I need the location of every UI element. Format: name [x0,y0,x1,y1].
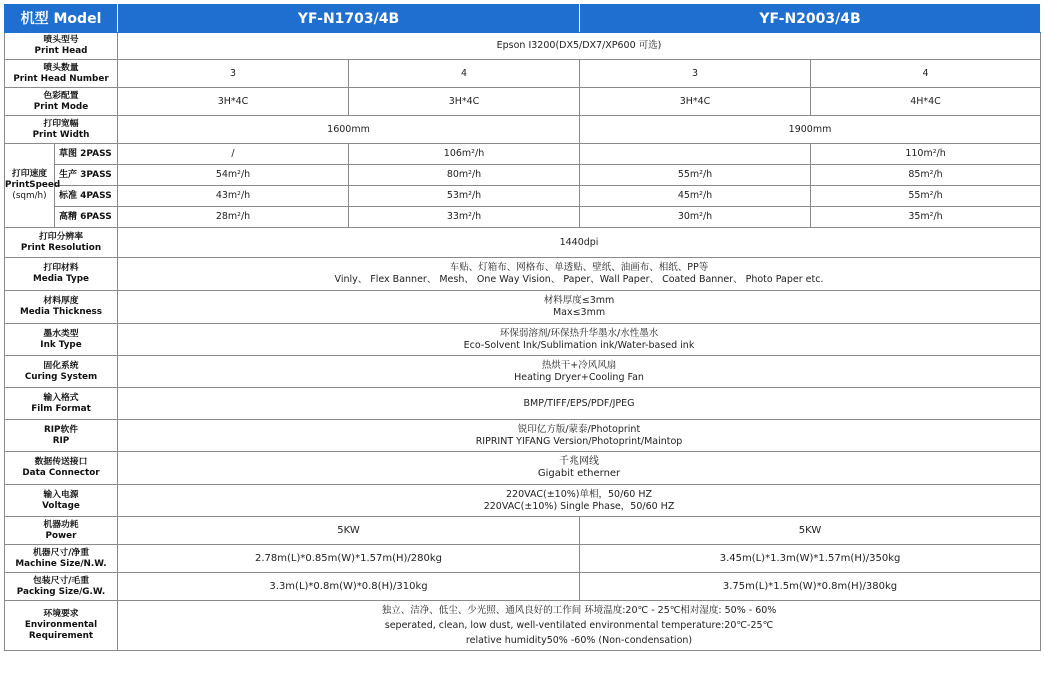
value-machine-size-b: 3.45m(L)*1.3m(W)*1.57m(H)/350kg [580,545,1041,573]
speed-value: 43m²/h [118,186,349,207]
value-media-type: 车贴、灯箱布、网格布、单透贴、壁纸、油画布、相纸、PP等 Vinly、 Flex Banner、 Mesh、 One Way Vision、 Paper、Wall Paper、 Coated Banner、 Photo Paper etc. [118,258,1041,291]
header-row [5,5,1041,33]
row-speed-2pass [5,144,1041,165]
value-print-width-a: 1600mm [118,116,580,144]
speed-value: 55m²/h [811,186,1041,207]
row-speed-6pass [5,207,1041,228]
speed-value: 85m²/h [811,165,1041,186]
row-machine-size [5,545,1041,573]
value-print-mode-2: 3H*4C [349,88,580,116]
value-power-b: 5KW [580,517,1041,545]
label-film-format: 输入格式 Film Format [5,388,118,420]
row-speed-4pass [5,186,1041,207]
value-packing-size-a: 3.3m(L)*0.8m(W)*0.8(H)/310kg [118,573,580,601]
value-machine-size-a: 2.78m(L)*0.85m(W)*1.57m(H)/280kg [118,545,580,573]
row-speed-3pass [5,165,1041,186]
speed-value: 45m²/h [580,186,811,207]
header-model-label: 机型 Model [5,5,118,33]
speed-value [580,144,811,165]
speed-value: 80m²/h [349,165,580,186]
value-print-mode-1: 3H*4C [118,88,349,116]
label-curing: 固化系统 Curing System [5,356,118,388]
value-packing-size-b: 3.75m(L)*1.5m(W)*0.8m(H)/380kg [580,573,1041,601]
value-environment: 独立、洁净、低尘、少光照、通风良好的工作间 环境温度:20℃ - 25℃相对湿度: 50% - 60% seperated, clean, low dust, well-ventilated environmental temperature:20℃-25℃ relative humidity50% -60% (Non-condensation) [118,601,1041,651]
row-voltage [5,485,1041,517]
speed-value: 54m²/h [118,165,349,186]
row-print-width [5,116,1041,144]
row-environment [5,601,1041,651]
label-voltage: 输入电源 Voltage [5,485,118,517]
value-media-thickness: 材料厚度≤3mm Max≤3mm [118,291,1041,324]
value-head-number-2: 4 [349,60,580,88]
row-print-head [5,33,1041,60]
label-ink-type: 墨水类型 Ink Type [5,324,118,356]
speed-pass-label: 生产 3PASS [55,165,118,186]
label-print-mode: 色彩配置 Print Mode [5,88,118,116]
speed-pass-label: 标准 4PASS [55,186,118,207]
value-film-format: BMP/TIFF/EPS/PDF/JPEG [118,388,1041,420]
value-head-number-3: 3 [580,60,811,88]
row-curing [5,356,1041,388]
value-head-number-1: 3 [118,60,349,88]
label-packing-size: 包装尺寸/毛重 Packing Size/G.W. [5,573,118,601]
speed-value: 28m²/h [118,207,349,228]
speed-value: 30m²/h [580,207,811,228]
value-resolution: 1440dpi [118,228,1041,258]
speed-value: 35m²/h [811,207,1041,228]
spec-sheet [4,4,1040,651]
value-print-head: Epson I3200(DX5/DX7/XP600 可选) [118,33,1041,60]
speed-value: 110m²/h [811,144,1041,165]
row-ink-type [5,324,1041,356]
row-packing-size [5,573,1041,601]
value-print-width-b: 1900mm [580,116,1041,144]
spec-table [4,4,1041,651]
row-rip [5,420,1041,452]
header-model-a: YF-N1703/4B [118,5,580,33]
value-print-mode-4: 4H*4C [811,88,1041,116]
row-power [5,517,1041,545]
label-print-speed: 打印速度 PrintSpeed (sqm/h) [5,144,55,228]
row-print-mode [5,88,1041,116]
label-power: 机器功耗 Power [5,517,118,545]
row-data-connector [5,452,1041,485]
value-data-connector: 千兆网线 Gigabit etherner [118,452,1041,485]
label-environment: 环境要求 Environmental Requirement [5,601,118,651]
header-model-b: YF-N2003/4B [580,5,1041,33]
value-curing: 热烘干+冷风风扇 Heating Dryer+Cooling Fan [118,356,1041,388]
label-head-number: 喷头数量 Print Head Number [5,60,118,88]
label-media-type: 打印材料 Media Type [5,258,118,291]
speed-value: 33m²/h [349,207,580,228]
row-head-number [5,60,1041,88]
speed-value: 53m²/h [349,186,580,207]
label-print-head: 喷头型号 Print Head [5,33,118,60]
speed-pass-label: 草图 2PASS [55,144,118,165]
row-media-thickness [5,291,1041,324]
label-print-width: 打印宽幅 Print Width [5,116,118,144]
value-print-mode-3: 3H*4C [580,88,811,116]
value-power-a: 5KW [118,517,580,545]
speed-value: 55m²/h [580,165,811,186]
row-resolution [5,228,1041,258]
label-data-connector: 数据传送接口 Data Connector [5,452,118,485]
value-ink-type: 环保弱溶剂/环保热升华墨水/水性墨水 Eco-Solvent Ink/Sublimation ink/Water-based ink [118,324,1041,356]
label-machine-size: 机器尺寸/净重 Machine Size/N.W. [5,545,118,573]
row-media-type [5,258,1041,291]
value-head-number-4: 4 [811,60,1041,88]
speed-value: 106m²/h [349,144,580,165]
label-media-thickness: 材料厚度 Media Thickness [5,291,118,324]
value-rip: 锐印亿方版/蒙泰/Photoprint RIPRINT YIFANG Version/Photoprint/Maintop [118,420,1041,452]
label-rip: RIP软件 RIP [5,420,118,452]
row-film-format [5,388,1041,420]
label-resolution: 打印分辨率 Print Resolution [5,228,118,258]
speed-value: / [118,144,349,165]
speed-pass-label: 高精 6PASS [55,207,118,228]
value-voltage: 220VAC(±10%)单相，50/60 HZ 220VAC(±10%) Single Phase，50/60 HZ [118,485,1041,517]
